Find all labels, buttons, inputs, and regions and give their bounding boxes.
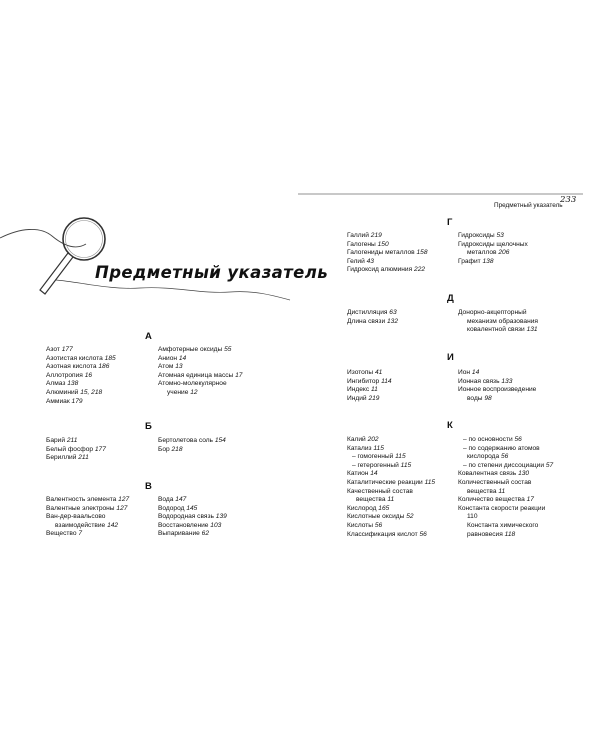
index-entry	[458, 531, 553, 540]
index-term: Константа скорости реакции	[458, 504, 546, 512]
index-entry	[46, 496, 129, 505]
index-term: Водород	[158, 504, 185, 512]
index-page-ref: 185	[104, 354, 116, 362]
index-entry	[46, 446, 106, 455]
section-letter-g: Г	[447, 217, 453, 228]
index-entry	[458, 445, 553, 454]
index-term: Донорно-акцепторный	[458, 309, 527, 316]
index-page-ref: 55	[224, 346, 232, 353]
index-term: Бериллий	[46, 454, 77, 462]
index-column	[458, 309, 538, 335]
index-page-ref: 56	[514, 436, 522, 443]
index-entry	[347, 453, 435, 462]
index-page-ref: 115	[395, 453, 406, 461]
index-entry	[46, 505, 129, 514]
index-entry	[347, 232, 428, 241]
index-term: Ионная связь	[458, 377, 500, 385]
index-column	[347, 369, 392, 403]
index-entry	[458, 326, 538, 335]
index-term: Барий	[46, 437, 66, 444]
index-page-ref: 154	[214, 437, 226, 444]
index-term: Катион	[347, 470, 369, 478]
index-entry	[347, 369, 392, 378]
index-page-ref: 130	[518, 470, 530, 478]
index-page-ref: 103	[210, 521, 222, 529]
index-column	[458, 436, 553, 539]
index-term: Калий	[347, 436, 366, 443]
index-term: Бор	[158, 445, 170, 453]
index-term: – по содержанию атомов	[463, 444, 540, 452]
index-column	[347, 436, 435, 539]
index-term: металлов	[467, 249, 497, 257]
index-term: – по степени диссоциации	[463, 461, 545, 469]
index-term: Амфотерные оксиды	[158, 346, 223, 353]
index-page-ref: 12	[190, 388, 198, 396]
index-entry	[46, 346, 116, 355]
index-page-ref: 118	[504, 530, 516, 538]
index-term: Азотистая кислота	[46, 354, 103, 362]
index-column	[46, 437, 106, 463]
index-page-ref: 150	[377, 240, 389, 248]
index-term: Кислоты	[347, 521, 374, 529]
index-entry	[347, 496, 435, 505]
index-entry	[158, 346, 242, 355]
index-entry	[458, 470, 553, 479]
index-entry	[158, 437, 226, 446]
index-term: Ковалентная связь	[458, 470, 517, 478]
index-page-ref: 115	[373, 444, 384, 452]
index-term: Анион	[158, 354, 178, 362]
index-entry	[347, 258, 428, 267]
index-term: Количественный состав	[458, 478, 532, 486]
index-page-ref: 63	[389, 309, 397, 316]
index-column	[347, 309, 398, 326]
index-page-ref: 211	[66, 437, 78, 444]
index-term: Ван-дер-ваальсово	[46, 513, 106, 521]
index-page-ref: 127	[118, 496, 130, 503]
page-title: Предметный указатель	[95, 263, 329, 282]
index-entry	[347, 309, 398, 318]
index-entry	[158, 505, 227, 514]
section-letter-v: В	[145, 481, 152, 492]
index-entry	[347, 488, 435, 497]
index-term: 110	[467, 513, 478, 521]
index-term: Ион	[458, 369, 471, 376]
index-page-ref: 218	[171, 445, 183, 453]
index-entry	[158, 380, 242, 389]
index-entry	[458, 369, 536, 378]
index-term: Галогены	[347, 240, 376, 248]
index-entry	[458, 386, 536, 395]
index-column	[46, 346, 116, 406]
index-term: Гидроксид алюминия	[347, 266, 413, 274]
index-page-ref: 17	[526, 496, 534, 504]
index-term: Белый фосфор	[46, 445, 94, 453]
index-page-ref: 177	[94, 445, 106, 453]
index-entry	[458, 505, 553, 514]
index-entry	[46, 530, 129, 539]
index-page-ref: 202	[367, 436, 379, 443]
index-page-ref: 177	[61, 346, 73, 353]
index-column	[158, 346, 242, 398]
index-entry	[458, 462, 553, 471]
index-term: Азот	[46, 346, 60, 353]
index-entry	[458, 395, 536, 404]
index-term: Индий	[347, 394, 367, 402]
index-entry	[347, 266, 428, 275]
magnifier-handle	[40, 253, 73, 294]
index-term: Аллотропия	[46, 371, 83, 379]
index-entry	[347, 318, 398, 327]
index-entry	[347, 470, 435, 479]
index-entry	[347, 249, 428, 258]
index-page-ref: 158	[416, 249, 428, 257]
index-page-ref: 17	[235, 371, 243, 379]
index-term: Катализ	[347, 444, 372, 452]
index-term: Гидроксиды щелочных	[458, 240, 528, 248]
index-entry	[158, 355, 242, 364]
index-entry	[347, 531, 435, 540]
index-term: Алюминий	[46, 388, 79, 396]
index-page-ref: 132	[386, 317, 398, 325]
index-page-ref: 11	[498, 487, 506, 495]
index-term: Гелий	[347, 257, 365, 265]
index-term: Константа химического	[467, 521, 539, 529]
index-page-ref: 14	[370, 470, 378, 478]
index-entry	[46, 380, 116, 389]
index-term: Азотная кислота	[46, 363, 97, 371]
index-entry	[458, 309, 538, 318]
index-entry	[458, 453, 553, 462]
index-page-ref: 56	[374, 521, 383, 529]
index-page-ref: 62	[201, 530, 210, 538]
index-page-ref: 179	[71, 397, 83, 405]
index-entry	[458, 479, 553, 488]
index-term: – гомогенный	[352, 453, 394, 461]
index-term: Аммиак	[46, 397, 70, 405]
index-page-ref: 98	[484, 394, 492, 402]
index-entry	[458, 378, 536, 387]
index-entry	[458, 318, 538, 327]
index-column	[458, 369, 536, 403]
index-page-ref: 138	[67, 380, 79, 388]
index-term: Атом	[158, 363, 174, 371]
index-page-ref: 52	[406, 513, 414, 521]
index-term: Изотопы	[347, 369, 374, 376]
index-page-ref: 147	[175, 496, 187, 503]
index-entry	[158, 522, 227, 531]
running-head: Предметный указатель	[494, 202, 563, 209]
index-term: механизм образования	[467, 317, 538, 325]
index-entry	[458, 488, 553, 497]
index-entry	[46, 363, 116, 372]
index-term: Кислотные оксиды	[347, 513, 405, 521]
index-page-ref: 114	[381, 377, 392, 385]
index-page-ref: 142	[107, 521, 119, 529]
index-page-ref: 15, 218	[80, 388, 103, 396]
index-entry	[347, 395, 392, 404]
section-letter-a: А	[145, 331, 152, 342]
index-term: учение	[167, 388, 189, 396]
index-entry	[46, 437, 106, 446]
index-entry	[458, 496, 553, 505]
index-entry	[458, 241, 528, 250]
index-entry	[458, 513, 553, 522]
index-term: – по основности	[463, 436, 513, 443]
index-entry	[347, 462, 435, 471]
index-page-ref: 115	[424, 478, 436, 486]
index-entry	[158, 496, 227, 505]
index-term: – гетерогенный	[352, 461, 399, 469]
index-page-ref: 41	[374, 369, 383, 376]
index-entry	[347, 522, 435, 531]
index-entry	[347, 436, 435, 445]
index-entry	[458, 436, 553, 445]
index-term: Количество вещества	[458, 496, 525, 504]
index-page-ref: 13	[175, 363, 183, 371]
index-entry	[458, 522, 553, 531]
index-page-ref: 186	[98, 363, 110, 371]
index-entry	[158, 363, 242, 372]
index-entry	[458, 232, 528, 241]
index-page-ref: 56	[419, 530, 427, 538]
index-page-ref: 133	[501, 377, 513, 385]
index-page-ref: 7	[78, 530, 83, 538]
index-column	[158, 496, 227, 539]
index-entry	[347, 479, 435, 488]
index-page-ref: 57	[545, 461, 554, 469]
index-column	[158, 437, 226, 454]
index-entry	[46, 372, 116, 381]
index-term: Галогениды металлов	[347, 249, 415, 257]
index-page-ref: 115	[400, 461, 412, 469]
index-entry	[46, 522, 129, 531]
index-term: Вещество	[46, 530, 77, 538]
index-entry	[347, 513, 435, 522]
index-term: взаимодействие	[55, 521, 106, 529]
index-entry	[347, 445, 435, 454]
wavy-line-2	[56, 280, 290, 300]
index-page-ref: 219	[370, 232, 382, 239]
index-page-ref: 53	[496, 232, 504, 239]
index-term: Валентность элемента	[46, 496, 117, 503]
index-column	[458, 232, 528, 266]
index-page-ref: 16	[84, 371, 93, 379]
index-term: Гидроксиды	[458, 232, 495, 239]
index-term: воды	[467, 394, 483, 402]
index-entry	[158, 372, 242, 381]
index-term: равновесия	[467, 530, 503, 538]
index-page-ref: 211	[78, 454, 89, 462]
index-page-ref: 43	[366, 257, 374, 265]
index-term: Алмаз	[46, 380, 66, 388]
index-term: Каталитические реакции	[347, 478, 423, 486]
index-term: Классификация кислот	[347, 530, 418, 538]
index-term: Ионное воспроизведение	[458, 386, 537, 394]
index-page-ref: 56	[501, 453, 509, 461]
index-page-ref: 165	[378, 504, 390, 512]
index-entry	[46, 398, 116, 407]
index-term: ковалентной связи	[467, 326, 525, 334]
index-term: вещества	[356, 496, 386, 504]
section-letter-k: К	[447, 420, 453, 431]
index-term: вещества	[467, 487, 497, 495]
index-term: Бертолетова соль	[158, 437, 213, 444]
index-entry	[347, 378, 392, 387]
index-page-ref: 139	[215, 513, 227, 521]
index-term: Индекс	[347, 386, 370, 394]
index-page-ref: 145	[186, 504, 198, 512]
index-entry	[46, 513, 129, 522]
index-entry	[46, 355, 116, 364]
index-entry	[158, 513, 227, 522]
index-term: Ингибитор	[347, 377, 380, 385]
index-page-ref: 14	[178, 354, 187, 362]
index-page-ref: 131	[526, 326, 538, 334]
index-entry	[158, 389, 242, 398]
header-rule	[298, 193, 583, 195]
section-letter-i: И	[447, 352, 454, 363]
index-entry	[347, 386, 392, 395]
section-letter-b: Б	[145, 421, 152, 432]
index-term: Галлий	[347, 232, 369, 239]
index-term: Валентные электроны	[46, 504, 115, 512]
page-number: 233	[560, 195, 577, 205]
index-term: Атомная единица массы	[158, 371, 234, 379]
index-entry	[46, 389, 116, 398]
index-column	[347, 232, 428, 275]
index-page-ref: 11	[371, 386, 378, 394]
index-term: Дистилляция	[347, 309, 388, 316]
index-entry	[158, 446, 226, 455]
index-term: Качественный состав	[347, 487, 413, 495]
index-page-ref: 219	[368, 394, 380, 402]
wavy-line	[0, 229, 86, 246]
index-entry	[46, 454, 106, 463]
index-entry	[347, 241, 428, 250]
index-term: кислорода	[467, 453, 500, 461]
index-page-ref: 206	[498, 249, 510, 257]
section-letter-d: Д	[447, 293, 454, 304]
index-term: Вода	[158, 496, 174, 503]
index-page-ref: 127	[116, 504, 128, 512]
index-page-ref: 11	[387, 496, 395, 504]
index-column	[46, 496, 129, 539]
index-page-ref: 14	[471, 369, 480, 376]
index-term: Кислород	[347, 504, 377, 512]
index-entry	[458, 249, 528, 258]
index-page-ref: 138	[482, 257, 494, 265]
index-entry	[158, 530, 227, 539]
index-page-ref: 222	[414, 266, 426, 274]
index-term: Выпаривание	[158, 530, 200, 538]
index-term: Длина связи	[347, 317, 386, 325]
index-term: Восстановление	[158, 521, 209, 529]
index-term: Атомно-молекулярное	[158, 380, 227, 388]
index-term: Водородная связь	[158, 513, 214, 521]
index-entry	[458, 258, 528, 267]
index-term: Графит	[458, 257, 481, 265]
index-entry	[347, 505, 435, 514]
